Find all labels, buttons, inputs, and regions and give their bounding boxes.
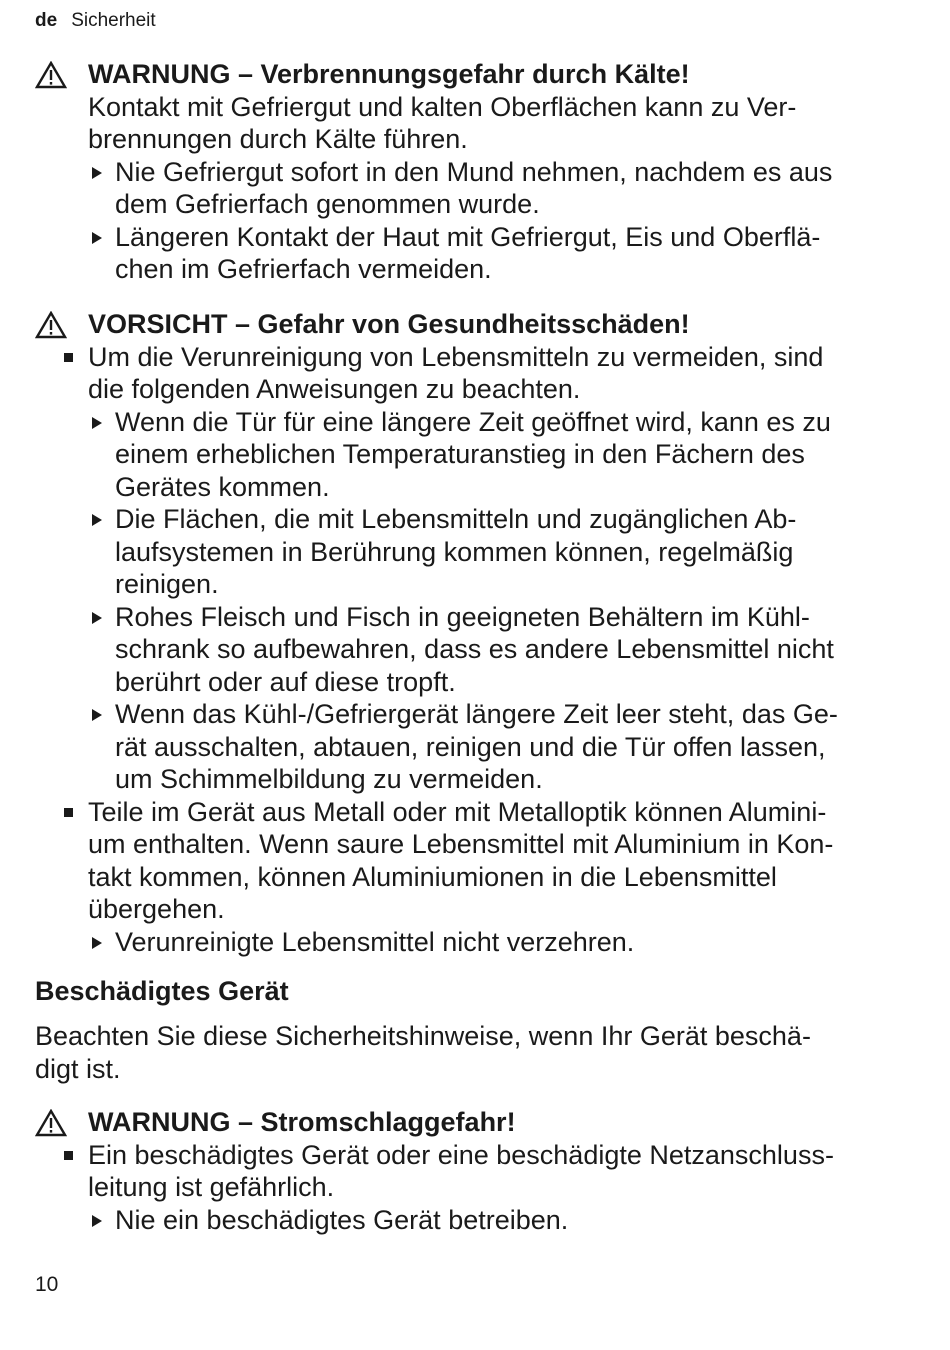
warning-title: WARNUNG – Stromschlaggefahr! [35,1106,905,1139]
action-step: Rohes Fleisch und Fisch in geeigneten Behältern im Kühl- schrank so aufbewahren, dass es andere Lebensmittel nicht berührt oder auf diese tropft. [35,601,905,699]
action-step: Nie Gefriergut sofort in den Mund nehmen, nachdem es aus dem Gefrierfach genommen wurde. [35,156,905,221]
action-step: Wenn das Kühl-/Gefriergerät längere Zeit leer steht, das Ge- rät ausschalten, abtauen, reinigen und die Tür offen lassen, um Schimmelbildung zu vermeiden. [35,698,905,796]
action-step: Die Flächen, die mit Lebensmitteln und zugänglichen Ab- laufsystemen in Berührung kommen können, regelmäßig reinigen. [35,503,905,601]
arrow-right-icon [92,232,102,244]
section-intro: Beachten Sie diese Sicherheitshinweise, wenn Ihr Gerät beschä- digt ist. [35,1021,811,1084]
warning-triangle-icon [35,61,67,89]
caution-title: VORSICHT – Gefahr von Gesundheitsschäden! [35,308,905,341]
warning-cold-burn [35,58,905,286]
arrow-right-icon [92,937,102,949]
arrow-right-icon [92,1215,102,1227]
action-step: Längeren Kontakt der Haut mit Gefriergut, Eis und Oberflä- chen im Gefrierfach vermeiden. [35,221,905,286]
action-step: Verunreinigte Lebensmittel nicht verzehren. [35,926,905,959]
arrow-right-icon [92,514,102,526]
square-bullet-icon [64,353,73,362]
arrow-right-icon [92,417,102,429]
square-bullet-icon [64,1151,73,1160]
warning-triangle-icon [35,311,67,339]
bullet-item: Teile im Gerät aus Metall oder mit Metalloptik können Alumini- um enthalten. Wenn saure Lebensmittel mit Aluminium in Kon- takt kommen, können Aluminiumionen in die Lebensmittel übergehen. [35,796,905,926]
action-step: Nie ein beschädigtes Gerät betreiben. [35,1204,905,1237]
warning-text: Kontakt mit Gefriergut und kalten Oberflächen kann zu Ver- brennungen durch Kälte führen. [88,91,797,154]
section-name: Sicherheit [71,10,156,31]
page-number: 10 [35,1273,59,1296]
section-damaged-appliance [35,975,905,1008]
language-code: de [35,10,58,31]
bullet-item: Ein beschädigtes Gerät oder eine beschädigte Netzanschluss- leitung ist gefährlich. [35,1139,905,1204]
warning-electric-shock [35,1106,905,1236]
warning-title: WARNUNG – Verbrennungsgefahr durch Kälte! [35,58,905,91]
square-bullet-icon [64,808,73,817]
arrow-right-icon [92,167,102,179]
bullet-item: Um die Verunreinigung von Lebensmitteln zu vermeiden, sind die folgenden Anweisungen zu beachten. [35,341,905,406]
page-header [35,9,156,33]
warning-triangle-icon [35,1109,67,1137]
arrow-right-icon [92,612,102,624]
action-step: Wenn die Tür für eine längere Zeit geöffnet wird, kann es zu einem erheblichen Temperaturanstieg in den Fächern des Gerätes kommen. [35,406,905,504]
section-heading: Beschädigtes Gerät [35,976,289,1006]
caution-health [35,308,905,958]
arrow-right-icon [92,709,102,721]
